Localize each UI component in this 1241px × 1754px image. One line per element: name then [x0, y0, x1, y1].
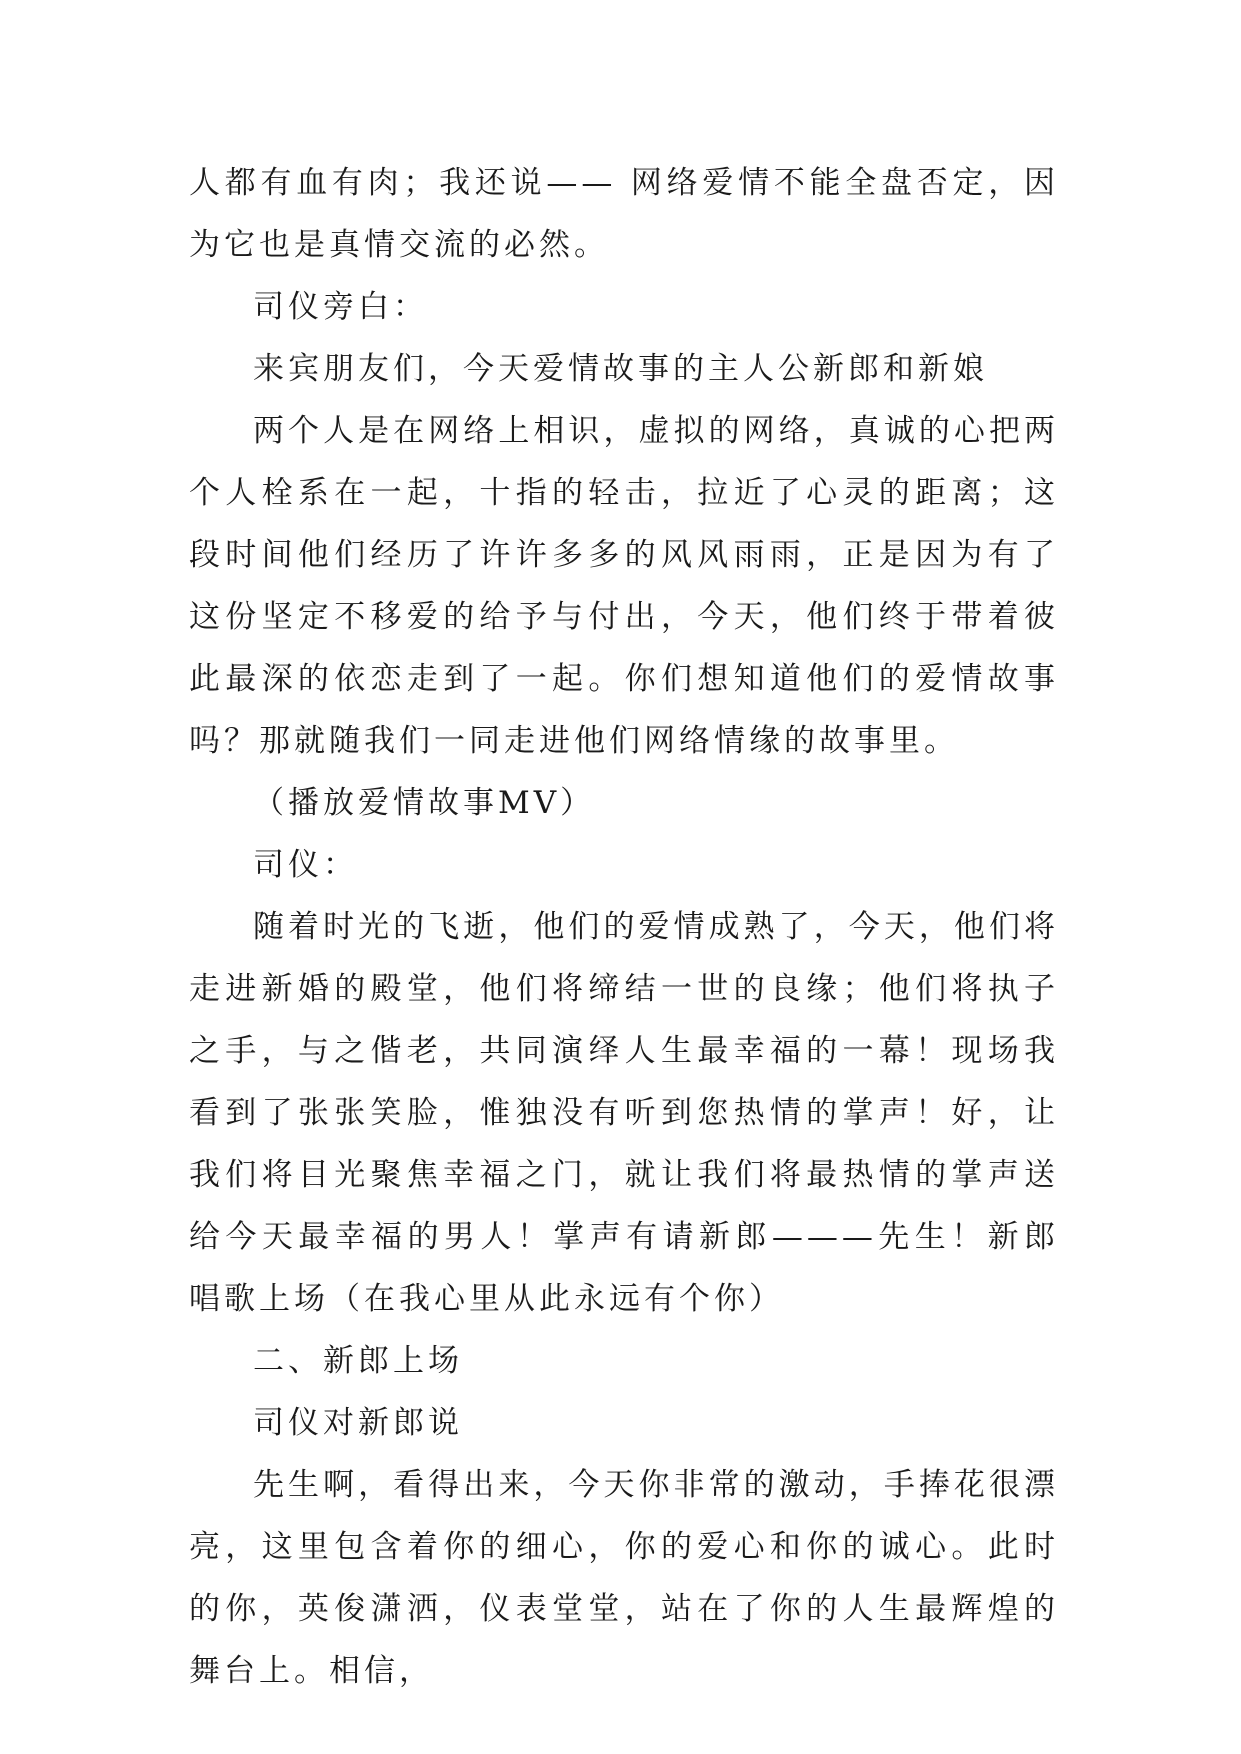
- paragraph-host-speech: 随着时光的飞逝，他们的爱情成熟了，今天，他们将走进新婚的殿堂，他们将缔结一世的良缘；他们将执子之手，与之偕老，共同演绎人生最幸福的一幕！现场我看到了张张笑脸，惟独没有听到您热情的掌声！好，让我们将目光聚焦幸福之门，就让我们将最热情的掌声送给今天最幸福的男人！掌声有请新郎———先生！新郎唱歌上场（在我心里从此永远有个你）: [189, 909, 1059, 1317]
- section-heading-groom-entrance: 二、新郎上场: [253, 1343, 463, 1379]
- paragraph-love-story: 两个人是在网络上相识，虚拟的网络，真诚的心把两个人栓系在一起，十指的轻击，拉近了心灵的距离；这段时间他们经历了许许多多的风风雨雨，正是因为有了这份坚定不移爱的给予与付出，今天，他们终于带着彼此最深的依恋走到了一起。你们想知道他们的爱情故事吗？那就随我们一同走进他们网络情缘的故事里。: [189, 413, 1059, 759]
- paragraph-host-heading: 司仪：: [253, 847, 358, 883]
- paragraph-host-narration-heading: 司仪旁白：: [253, 289, 428, 325]
- paragraph-host-to-groom-speech: 先生啊，看得出来，今天你非常的激动，手捧花很漂亮，这里包含着你的细心，你的爱心和你的诚心。此时的你，英俊潇洒，仪表堂堂，站在了你的人生最辉煌的舞台上。相信，: [189, 1467, 1059, 1689]
- paragraph-guests-intro: 来宾朋友们，今天爱情故事的主人公新郎和新娘: [253, 351, 988, 387]
- document-body: [189, 152, 1059, 1702]
- paragraph-host-to-groom-heading: 司仪对新郎说: [253, 1405, 463, 1441]
- paragraph-play-mv: （播放爱情故事MV）: [253, 785, 596, 821]
- paragraph-continuation: 人都有血有肉；我还说—— 网络爱情不能全盘否定，因为它也是真情交流的必然。: [189, 165, 1059, 263]
